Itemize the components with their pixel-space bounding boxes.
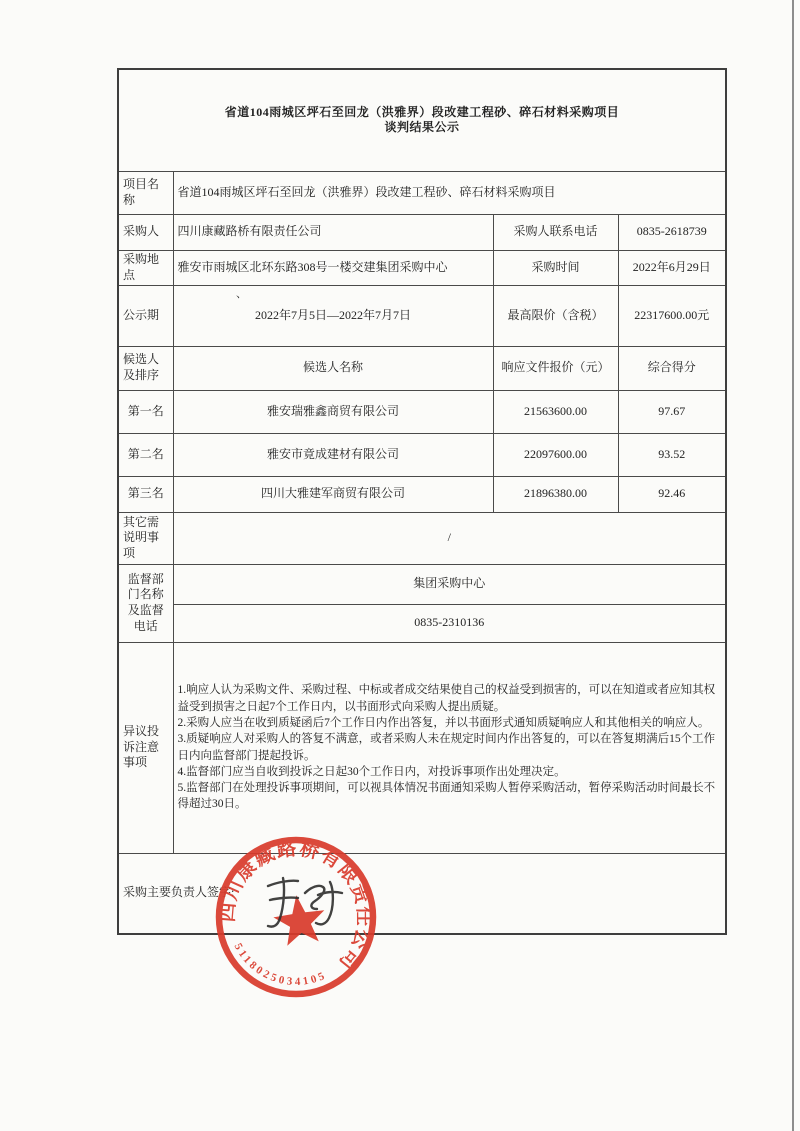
rank-2-price: 22097600.00 <box>493 433 618 476</box>
company-seal <box>206 827 392 1013</box>
supervision-phone: 0835-2310136 <box>173 604 726 642</box>
rank-2-label: 第二名 <box>118 433 173 476</box>
seal-number-text: 5118025034105 <box>231 941 330 989</box>
objection-item-2: 2.采购人应当在收到质疑函后7个工作日内作出答复，并以书面形式通知质疑响应人和其他相关的响应人。 <box>177 716 710 729</box>
objection-item-1: 1.响应人认为采购文件、采购过程、中标或者成交结果使自己的权益受到损害的，可以在知道或者应知其权益受到损害之日起7个工作日内，以书面形式向采购人提出质疑。 <box>177 684 716 713</box>
location-label: 采购地点 <box>118 250 173 285</box>
objection-item-4: 4.监督部门应当自收到投诉之日起30个工作日内，对投诉事项作出处理决定。 <box>177 765 566 778</box>
table-row <box>118 390 726 433</box>
max-price-label: 最高限价（含税） <box>493 285 618 346</box>
project-name-value: 省道104雨城区坪石至回龙（洪雅界）段改建工程砂、碎石材料采购项目 <box>173 171 726 214</box>
stray-mark: 、 <box>236 288 247 300</box>
title-line-1: 省道104雨城区坪石至回龙（洪雅界）段改建工程砂、碎石材料采购项目 <box>224 104 620 119</box>
objection-item-5: 5.监督部门在处理投诉事项期间，可以视具体情况书面通知采购人暂停采购活动，暂停采购活动时间最长不得超过30日。 <box>177 782 716 811</box>
project-name-label: 项目名称 <box>118 171 173 214</box>
location-value: 雅安市雨城区北环东路308号一楼交建集团采购中心 <box>173 250 493 285</box>
rank-2-score: 93.52 <box>618 433 726 476</box>
signature-label: 采购主要负责人签字: <box>123 885 235 900</box>
objection-label: 异议投诉注意事项 <box>118 642 173 853</box>
result-table <box>117 68 727 935</box>
rank-1-price: 21563600.00 <box>493 390 618 433</box>
rank-3-price: 21896380.00 <box>493 476 618 512</box>
page-scan-edge <box>792 0 794 1131</box>
title-line-2: 谈判结果公示 <box>384 120 460 135</box>
objection-item-3: 3.质疑响应人对采购人的答复不满意，或者采购人未在规定时间内作出答复的，可以在答复期满后15个工作日内向监督部门提起投诉。 <box>177 733 716 762</box>
rank-3-label: 第三名 <box>118 476 173 512</box>
purchaser-value: 四川康藏路桥有限责任公司 <box>173 214 493 250</box>
candidates-score-header: 综合得分 <box>618 346 726 390</box>
other-notes-label: 其它需说明事项 <box>118 512 173 564</box>
purchase-time-label: 采购时间 <box>493 250 618 285</box>
candidates-name-header: 候选人名称 <box>173 346 493 390</box>
rank-3-score: 92.46 <box>618 476 726 512</box>
publicity-period-label: 公示期 <box>118 285 173 346</box>
objection-content <box>173 642 726 853</box>
candidates-rank-header: 候选人及排序 <box>118 346 173 390</box>
candidates-price-header: 响应文件报价（元） <box>493 346 618 390</box>
purchaser-phone-value: 0835-2618739 <box>618 214 726 250</box>
table-row <box>118 433 726 476</box>
supervision-label: 监督部门名称及监督电话 <box>118 564 173 642</box>
other-notes-value: / <box>173 512 726 564</box>
rank-3-name: 四川大雅建军商贸有限公司 <box>173 476 493 512</box>
publicity-period-value: 2022年7月5日—2022年7月7日 <box>173 285 493 346</box>
purchase-time-value: 2022年6月29日 <box>618 250 726 285</box>
rank-2-name: 雅安市竟成建材有限公司 <box>173 433 493 476</box>
table-row <box>118 476 726 512</box>
rank-1-name: 雅安瑞雅鑫商贸有限公司 <box>173 390 493 433</box>
max-price-value: 22317600.00元 <box>618 285 726 346</box>
rank-1-score: 97.67 <box>618 390 726 433</box>
supervision-department: 集团采购中心 <box>173 564 726 604</box>
rank-1-label: 第一名 <box>118 390 173 433</box>
seal-company-text: 四川康藏路桥有限责任公司 <box>217 838 374 975</box>
document-title <box>118 69 726 171</box>
purchaser-label: 采购人 <box>118 214 173 250</box>
purchaser-phone-label: 采购人联系电话 <box>493 214 618 250</box>
